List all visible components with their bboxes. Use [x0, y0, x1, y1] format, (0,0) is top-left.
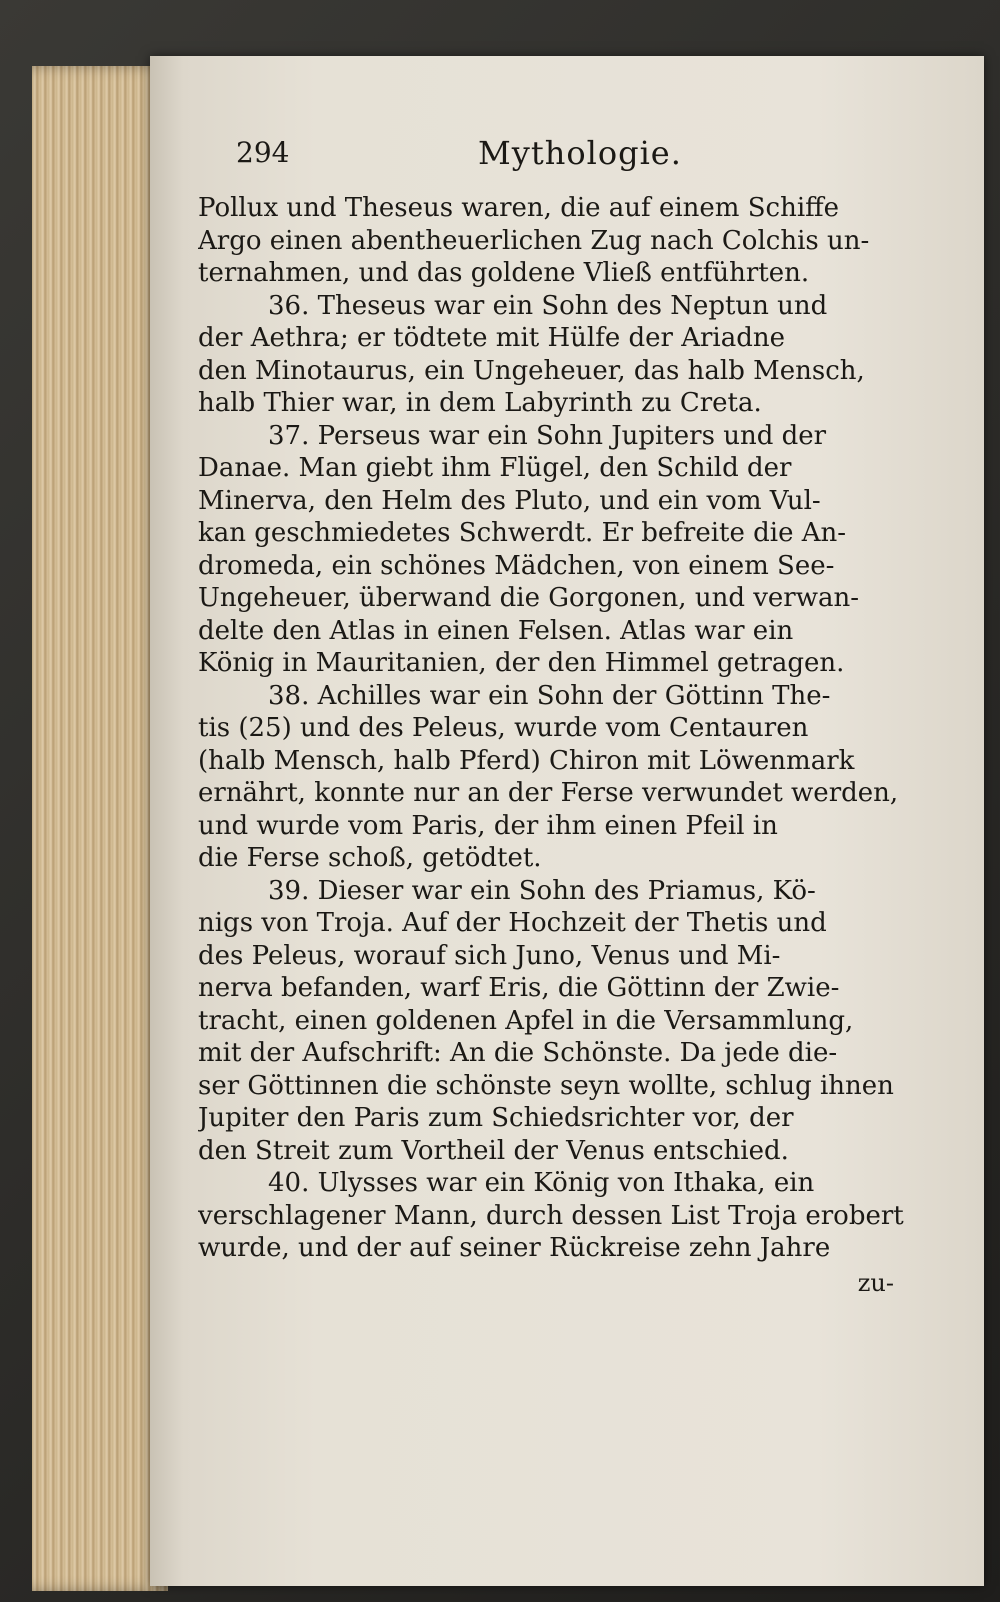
text-line: ernährt, konnte nur an der Ferse verwundet werden,	[198, 778, 899, 808]
catchword: zu-	[857, 1268, 894, 1297]
text-line: wurde, und der auf seiner Rückreise zehn Jahre	[198, 1233, 831, 1263]
text-line: des Peleus, worauf sich Juno, Venus und Mi-	[198, 940, 781, 971]
text-line: tracht, einen goldenen Apfel in die Versammlung,	[198, 1005, 854, 1036]
text-line: ternahmen, und das goldene Vließ entführten.	[198, 258, 810, 288]
text-line: Minerva, den Helm des Pluto, und ein vom Vul-	[198, 485, 821, 516]
text-line: die Ferse schoß, getödtet.	[198, 843, 542, 873]
text-line: den Minotaurus, ein Ungeheuer, das halb Mensch,	[198, 355, 865, 386]
paragraph-37-start: 37. Perseus war ein Sohn Jupiters und der	[268, 420, 827, 451]
page-content	[198, 126, 918, 1299]
text-line: Jupiter den Paris zum Schiedsrichter vor, der	[198, 1103, 794, 1133]
text-line: dromeda, ein schönes Mädchen, von einem See-	[198, 550, 835, 581]
text-line: nerva befanden, warf Eris, die Göttinn der Zwie-	[198, 973, 840, 1003]
text-line: Ungeheuer, überwand die Gorgonen, und verwan-	[198, 583, 860, 613]
text-line: und wurde vom Paris, der ihm einen Pfeil in	[198, 810, 778, 841]
paragraph-39-start: 39. Dieser war ein Sohn des Priamus, Kö-	[268, 875, 816, 906]
text-line: Argo einen abentheuerlichen Zug nach Colchis un-	[198, 225, 870, 256]
page-number: 294	[236, 136, 290, 169]
text-line: halb Thier war, in dem Labyrinth zu Creta.	[198, 388, 762, 418]
text-line: mit der Aufschrift: An die Schönste. Da jede die-	[198, 1038, 838, 1068]
text-line: (halb Mensch, halb Pferd) Chiron mit Löwenmark	[198, 745, 855, 776]
text-line: der Aethra; er tödtete mit Hülfe der Ariadne	[198, 323, 786, 353]
body-text	[198, 192, 918, 1299]
text-line: delte den Atlas in einen Felsen. Atlas war ein	[198, 615, 794, 646]
running-head: Mythologie.	[478, 134, 682, 172]
page-edges	[32, 66, 168, 1591]
text-line: ser Göttinnen die schönste seyn wollte, schlug ihnen	[198, 1070, 894, 1101]
text-line: König in Mauritanien, der den Himmel getragen.	[198, 648, 845, 678]
text-line: verschlagener Mann, durch dessen List Troja erobert	[198, 1200, 904, 1231]
text-line: den Streit zum Vortheil der Venus entschied.	[198, 1135, 789, 1166]
paragraph-36-start: 36. Theseus war ein Sohn des Neptun und	[268, 290, 828, 321]
book-page	[150, 56, 984, 1586]
page-header	[198, 126, 918, 186]
text-line: tis (25) und des Peleus, wurde vom Centauren	[198, 713, 809, 743]
text-line: Danae. Man giebt ihm Flügel, den Schild der	[198, 453, 792, 483]
text-line: Pollux und Theseus waren, die auf einem Schiffe	[198, 193, 839, 223]
paragraph-40-start: 40. Ulysses war ein König von Ithaka, ein	[268, 1168, 815, 1198]
text-line: nigs von Troja. Auf der Hochzeit der Thetis und	[198, 908, 827, 938]
paragraph-38-start: 38. Achilles war ein Sohn der Göttinn The-	[268, 680, 831, 711]
text-line: kan geschmiedetes Schwerdt. Er befreite die An-	[198, 518, 847, 548]
